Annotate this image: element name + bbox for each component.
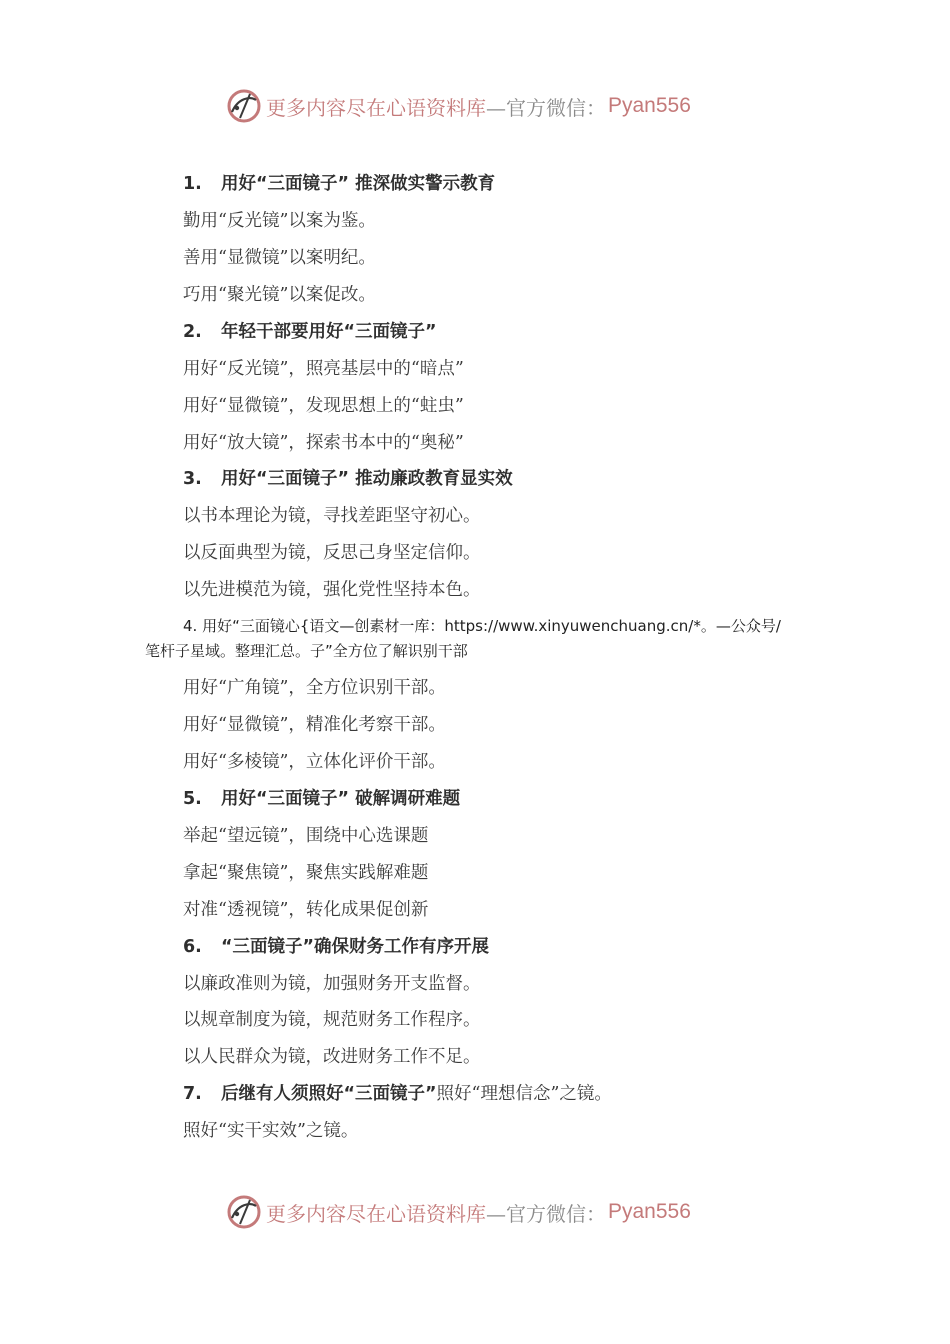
section-heading	[183, 320, 437, 344]
list-item: 善用“显微镜”以案明纪。	[183, 248, 376, 268]
section-title: 后继有人须照好“三面镜子”	[221, 1084, 437, 1104]
list-item: 用好“放大镜”，探索书本中的“奥秘”	[183, 433, 464, 453]
list-item: 巧用“聚光镜”以案促改。	[183, 285, 376, 305]
list-item: 用好“反光镜”，照亮基层中的“暗点”	[183, 359, 464, 379]
section-number: 1.	[183, 174, 202, 194]
section-title: 用好“三面镜子” 推动廉政教育显实效	[221, 469, 513, 489]
list-item: 拿起“聚焦镜”，聚焦实践解难题	[183, 863, 429, 883]
section-heading	[183, 935, 489, 959]
header-banner	[226, 86, 691, 126]
section-title-tail: 照好“理想信念”之镜。	[436, 1084, 612, 1104]
list-item: 以规章制度为镜，规范财务工作程序。	[183, 1010, 481, 1030]
banner-text-wechat-label: —官方微信：	[486, 1201, 606, 1226]
banner-text-main: 更多内容尽在心语资料库	[266, 1201, 486, 1226]
list-item: 以书本理论为镜，寻找差距坚守初心。	[183, 506, 481, 526]
banner-text-wechat-id: Pyan556	[608, 1200, 691, 1223]
list-item: 对准“透视镜”，转化成果促创新	[183, 900, 429, 920]
list-item: 用好“显微镜”，发现思想上的“蛀虫”	[183, 396, 464, 416]
section-number: 2.	[183, 322, 202, 342]
list-item: 勤用“反光镜”以案为鉴。	[183, 211, 376, 231]
list-item: 照好“实干实效”之镜。	[183, 1121, 359, 1141]
section-heading	[183, 467, 513, 491]
list-item: 以反面典型为镜，反思己身坚定信仰。	[183, 543, 481, 563]
banner-text-main: 更多内容尽在心语资料库	[266, 95, 486, 120]
section-heading	[183, 787, 460, 811]
section-heading-mixed-line-1: 4. 用好“三面镜心{语文—创素材一库：https://www.xinyuwenchuang.cn/*。—公众号/	[183, 617, 781, 635]
section-heading	[183, 172, 495, 196]
section-title: “三面镜子”确保财务工作有序开展	[221, 937, 490, 957]
section-title: 年轻干部要用好“三面镜子”	[221, 322, 437, 342]
list-item: 用好“广角镜”，全方位识别干部。	[183, 678, 446, 698]
list-item: 用好“显微镜”，精准化考察干部。	[183, 715, 446, 735]
section-title: 用好“三面镜子” 推深做实警示教育	[221, 174, 496, 194]
section-number: 6.	[183, 937, 202, 957]
section-heading-mixed-line-2: 笔杆子星域。整理汇总。子”全方位了解识别干部	[145, 642, 468, 660]
section-title: 用好“三面镜子” 破解调研难题	[221, 789, 461, 809]
section-number: 3.	[183, 469, 202, 489]
banner-text-wechat-label: —官方微信：	[486, 95, 606, 120]
section-number: 5.	[183, 789, 202, 809]
quill-swirl-logo-icon	[226, 88, 262, 124]
list-item: 以先进模范为镜，强化党性坚持本色。	[183, 580, 481, 600]
footer-banner	[226, 1192, 691, 1232]
quill-swirl-logo-icon	[226, 1194, 262, 1230]
list-item: 以人民群众为镜，改进财务工作不足。	[183, 1047, 481, 1067]
section-heading	[183, 1082, 612, 1106]
banner-text-wechat-id: Pyan556	[608, 94, 691, 117]
list-item: 用好“多棱镜”，立体化评价干部。	[183, 752, 446, 772]
list-item: 举起“望远镜”，围绕中心选课题	[183, 826, 429, 846]
list-item: 以廉政准则为镜，加强财务开支监督。	[183, 974, 481, 994]
section-number: 7.	[183, 1084, 202, 1104]
